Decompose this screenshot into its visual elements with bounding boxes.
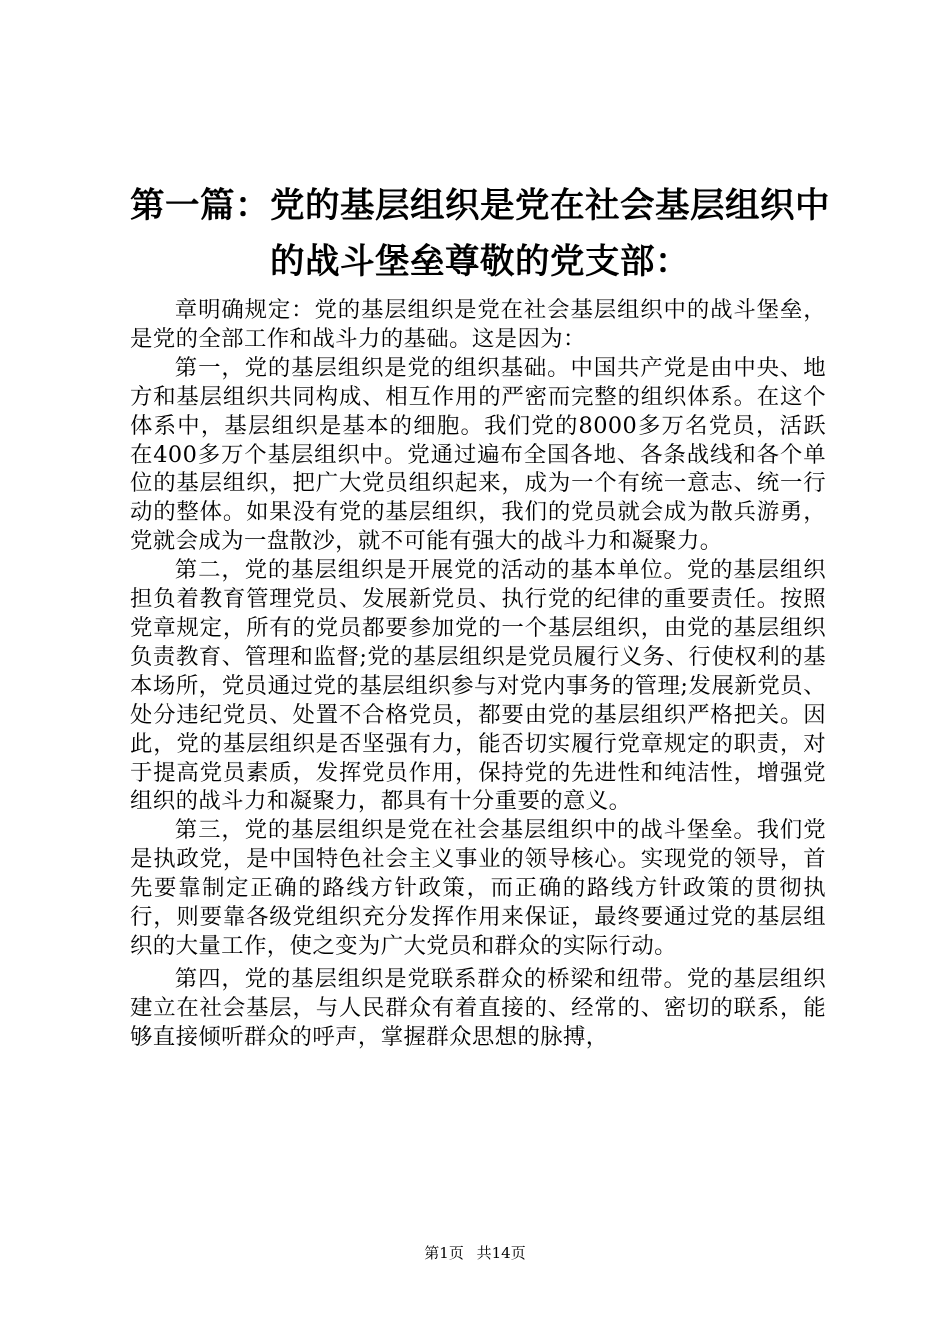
page-number: 第1页 bbox=[424, 1244, 464, 1262]
document-body bbox=[130, 296, 826, 1052]
paragraph-intro: 章明确规定：党的基层组织是党在社会基层组织中的战斗堡垒，是党的全部工作和战斗力的基础。这是因为： bbox=[130, 297, 826, 352]
title-line-2: 的战斗堡垒尊敬的党支部： bbox=[270, 242, 690, 282]
document-title bbox=[130, 178, 830, 290]
page-footer bbox=[0, 1243, 950, 1263]
paragraph-fourth: 第四，党的基层组织是党联系群众的桥梁和纽带。党的基层组织建立在社会基层，与人民群众有着直接的、经常的、密切的联系，能够直接倾听群众的呼声，掌握群众思想的脉搏， bbox=[130, 965, 826, 1050]
page-total: 共14页 bbox=[476, 1244, 526, 1262]
paragraph-third: 第三，党的基层组织是党在社会基层组织中的战斗堡垒。我们党是执政党，是中国特色社会主义事业的领导核心。实现党的领导，首先要靠制定正确的路线方针政策，而正确的路线方针政策的贯彻执行，则要靠各级党组织充分发挥作用来保证，最终要通过党的基层组织的大量工作，使之变为广大党员和群众的实际行动。 bbox=[130, 817, 826, 959]
paragraph-second: 第二，党的基层组织是开展党的活动的基本单位。党的基层组织担负着教育管理党员、发展新党员、执行党的纪律的重要责任。按照党章规定，所有的党员都要参加党的一个基层组织，由党的基层组织负责教育、管理和监督;党的基层组织是党员履行义务、行使权利的基本场所，党员通过党的基层组织参与对党内事务的管理;发展新党员、处分违纪党员、处置不合格党员，都要由党的基层组织严格把关。因此，党的基层组织是否坚强有力，能否切实履行党章规定的职责，对于提高党员素质，发挥党员作用，保持党的先进性和纯洁性，增强党组织的战斗力和凝聚力，都具有十分重要的意义。 bbox=[130, 557, 826, 815]
title-line-1: 第一篇：党的基层组织是党在社会基层组织中 bbox=[130, 186, 830, 226]
paragraph-first: 第一，党的基层组织是党的组织基础。中国共产党是由中央、地方和基层组织共同构成、相互作用的严密而完整的组织体系。在这个体系中，基层组织是基本的细胞。我们党的8000多万名党员，活跃在400多万个基层组织中。党通过遍布全国各地、各条战线和各个单位的基层组织，把广大党员组织起来，成为一个有统一意志、统一行动的整体。如果没有党的基层组织，我们的党员就会成为散兵游勇，党就会成为一盘散沙，就不可能有强大的战斗力和凝聚力。 bbox=[130, 354, 826, 555]
